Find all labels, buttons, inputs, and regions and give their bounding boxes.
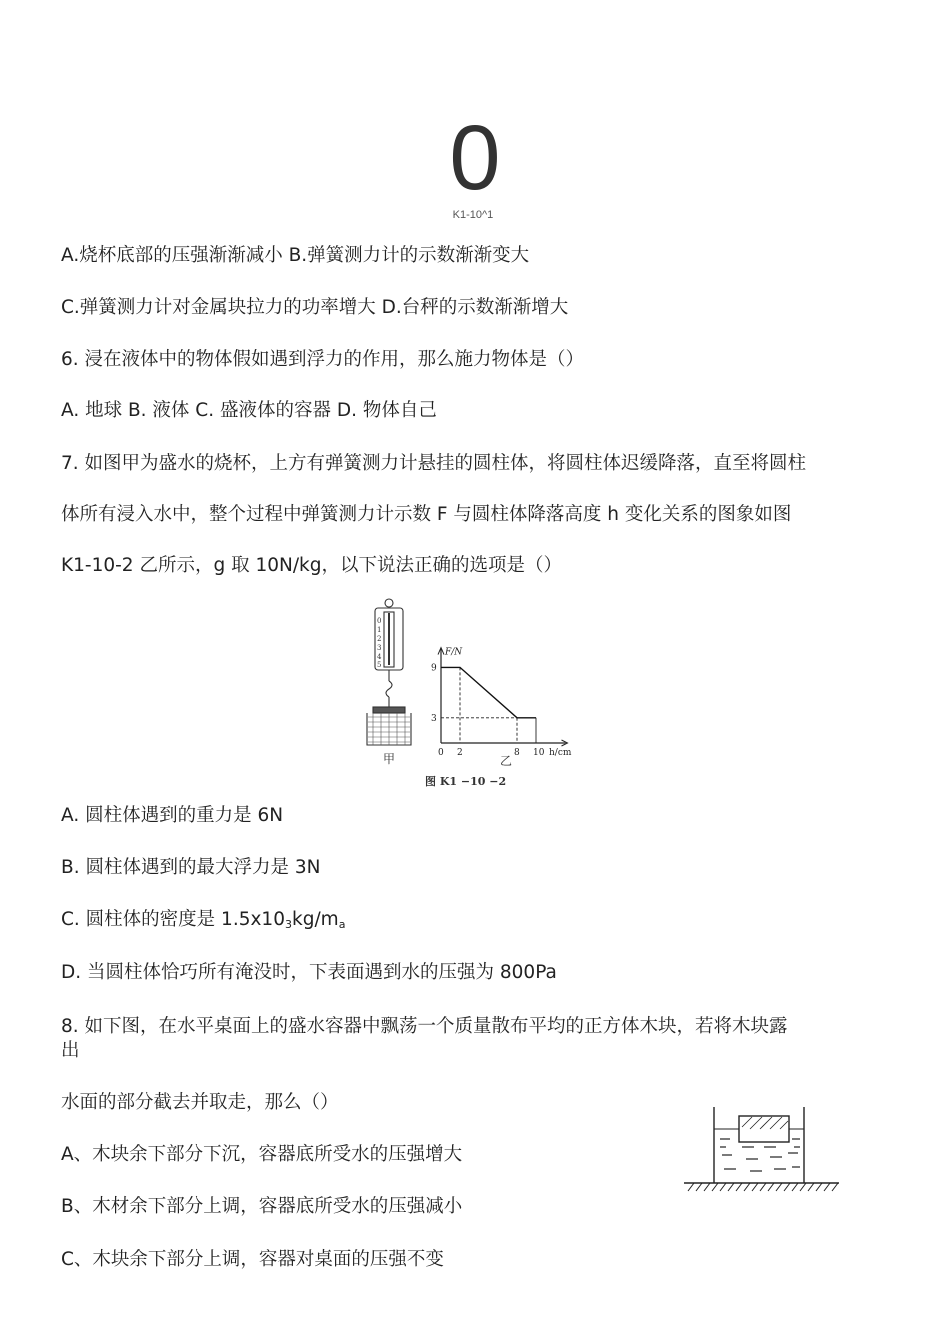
q7-option-c-subscript: a bbox=[338, 918, 346, 931]
scale-mark-4: 4 bbox=[377, 653, 382, 661]
spring-scale-illustration bbox=[367, 599, 411, 745]
x-axis-label: h/cm bbox=[549, 748, 572, 758]
label-jia: 甲 bbox=[383, 752, 396, 766]
y-tick-label: 3 bbox=[431, 713, 437, 724]
q8-stem-line-1: 8. 如下图，在水平桌面上的盛水容器中飘荡一个质量散布平均的正方体木块，若将木块露 bbox=[61, 1016, 788, 1037]
force-height-chart bbox=[431, 648, 572, 758]
large-page-number: 0 bbox=[449, 107, 501, 209]
q8-stem-line-2: 水面的部分截去并取走，那么（） bbox=[61, 1092, 339, 1113]
q5-options-line-2: C.弹簧测力计对金属块拉力的功率增大 D.台秤的示数渐渐增大 bbox=[61, 297, 569, 318]
scale-mark-2: 2 bbox=[377, 635, 382, 643]
y-axis-label: F/N bbox=[445, 647, 463, 658]
q8-stem-line-1-cont: 出 bbox=[61, 1040, 80, 1061]
y-tick-label: 9 bbox=[431, 663, 437, 674]
scale-mark-1: 1 bbox=[377, 626, 382, 634]
label-yi: 乙 bbox=[500, 754, 513, 768]
q7-option-c-main: C. 圆柱体的密度是 1.5x10 bbox=[61, 909, 285, 930]
q6-stem: 6. 浸在液体中的物体假如遇到浮力的作用，那么施力物体是（） bbox=[61, 349, 585, 370]
scale-mark-5: 5 bbox=[377, 661, 382, 669]
x-tick-label: 0 bbox=[438, 748, 444, 758]
q6-options: A. 地球 B. 液体 C. 盛液体的容器 D. 物体自己 bbox=[61, 400, 437, 421]
q7-option-b: B. 圆柱体遇到的最大浮力是 3N bbox=[61, 857, 321, 878]
q7-stem-line-1: 7. 如图甲为盛水的烧杯，上方有弹簧测力计悬挂的圆柱体，将圆柱体迟缓降落，直至将圆柱 bbox=[61, 453, 807, 474]
figure-caption: 图 K1 −10 −2 bbox=[425, 775, 507, 788]
series-line bbox=[441, 667, 536, 717]
q7-option-c-exponent: 3 bbox=[284, 918, 292, 931]
x-tick-label: 8 bbox=[514, 748, 520, 758]
q7-stem-line-3: K1-10-2 乙所示，g 取 10N/kg，以下说法正确的选项是（） bbox=[61, 555, 563, 576]
q7-option-d: D. 当圆柱体恰巧所有淹没时，下表面遇到水的压强为 800Pa bbox=[61, 962, 557, 983]
q7-option-a: A. 圆柱体遇到的重力是 6N bbox=[61, 805, 284, 826]
q7-stem-line-2: 体所有浸入水中，整个过程中弹簧测力计示数 F 与圆柱体降落高度 h 变化关系的图象如图 bbox=[61, 504, 792, 525]
scale-mark-3: 3 bbox=[377, 644, 382, 652]
q8-option-a: A、木块余下部分下沉，容器底所受水的压强增大 bbox=[61, 1144, 463, 1165]
q8-option-c: C、木块余下部分上调，容器对桌面的压强不变 bbox=[61, 1249, 444, 1270]
q8-option-b: B、木材余下部分上调，容器底所受水的压强减小 bbox=[61, 1196, 463, 1217]
x-tick-label: 10 bbox=[533, 748, 545, 758]
q7-option-c bbox=[61, 911, 345, 930]
q7-option-c-unit: kg/m bbox=[291, 909, 339, 930]
floating-block-figure bbox=[684, 1103, 844, 1198]
figure-caption-top: K1-10^1 bbox=[452, 209, 494, 221]
scale-marks bbox=[377, 617, 382, 669]
q5-options-line-1: A.烧杯底部的压强渐渐减小 B.弹簧测力计的示数渐渐变大 bbox=[61, 245, 530, 266]
scale-mark-0: 0 bbox=[377, 617, 382, 625]
x-tick-label: 2 bbox=[457, 748, 463, 758]
figure-k1-10-2 bbox=[355, 595, 595, 795]
